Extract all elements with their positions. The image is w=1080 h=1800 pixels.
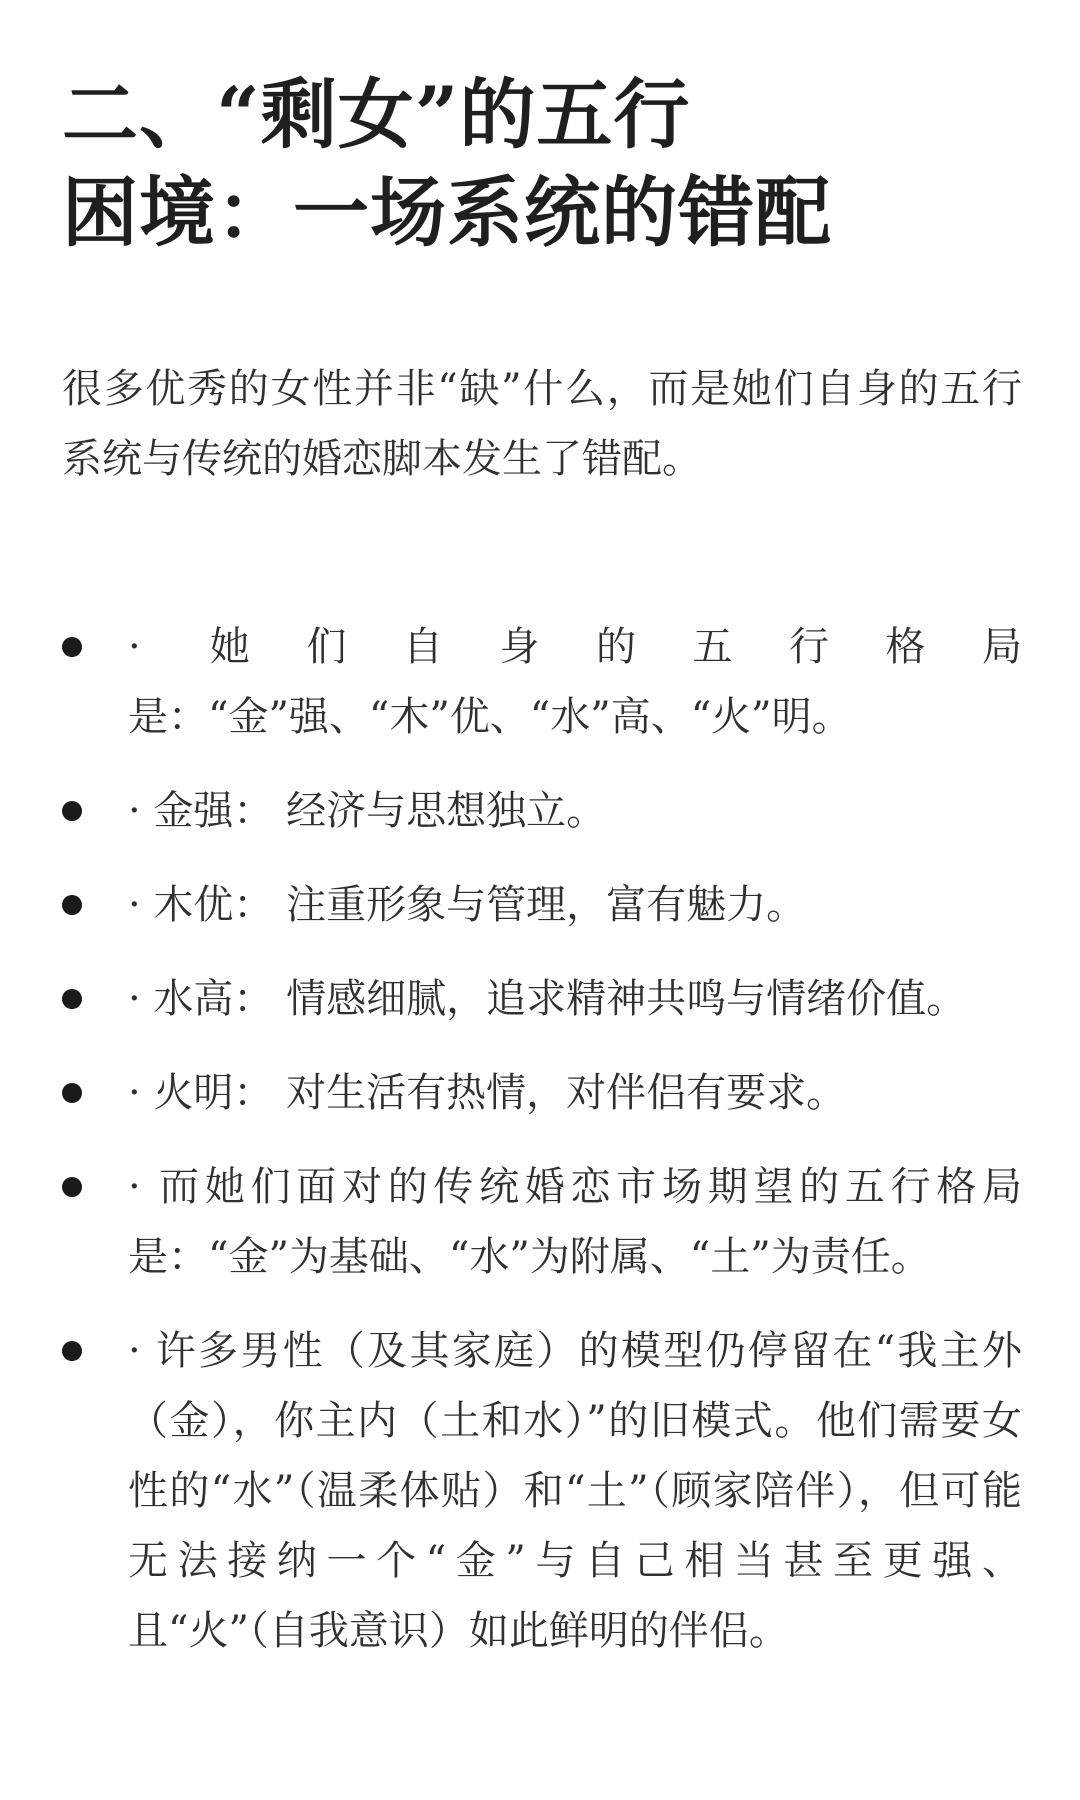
list-item-text: · 火明： 对生活有热情，对伴侣有要求。 [128, 1070, 847, 1116]
list-item [62, 776, 1022, 846]
list-item-text: · 许多男性（及其家庭）的模型仍停留在“我主外（金），你主内（土和水）”的旧模式。他们需要女性的“水”（温柔体贴）和“土”（顾家陪伴），但可能无法接纳一个“金”与自己相当甚至更强、且“火”（自我意识）如此鲜明的伴侣。 [128, 1328, 1022, 1654]
list-item [62, 612, 1022, 752]
article [62, 66, 1022, 1690]
bullet-dot-icon [62, 1083, 82, 1103]
bullet-list [62, 612, 1022, 1666]
list-item-text: · 她们自身的五行格局是：“金”强、“木”优、“水”高、“火”明。 [128, 624, 1022, 740]
list-item [62, 1058, 1022, 1128]
list-item-text: · 水高： 情感细腻，追求精神共鸣与情绪价值。 [128, 976, 967, 1022]
list-item [62, 1316, 1022, 1666]
list-item [62, 870, 1022, 940]
list-item-text: · 木优： 注重形象与管理，富有魅力。 [128, 882, 807, 928]
bullet-dot-icon [62, 1341, 82, 1361]
list-item-text: · 而她们面对的传统婚恋市场期望的五行格局是：“金”为基础、“水”为附属、“土”为责任。 [128, 1164, 1022, 1280]
bullet-dot-icon [62, 1177, 82, 1197]
bullet-dot-icon [62, 895, 82, 915]
section-title-line-1: 二、“剩女”的五行 [62, 70, 691, 159]
section-title-line-2: 困境：一场系统的错配 [62, 168, 832, 257]
bullet-dot-icon [62, 637, 82, 657]
list-item [62, 964, 1022, 1034]
intro-paragraph: 很多优秀的女性并非“缺”什么，而是她们自身的五行系统与传统的婚恋脚本发生了错配。 [62, 366, 1022, 482]
bullet-dot-icon [62, 989, 82, 1009]
list-item-text: · 金强： 经济与思想独立。 [128, 788, 607, 834]
section-title [62, 66, 1022, 262]
bullet-dot-icon [62, 801, 82, 821]
list-item [62, 1152, 1022, 1292]
